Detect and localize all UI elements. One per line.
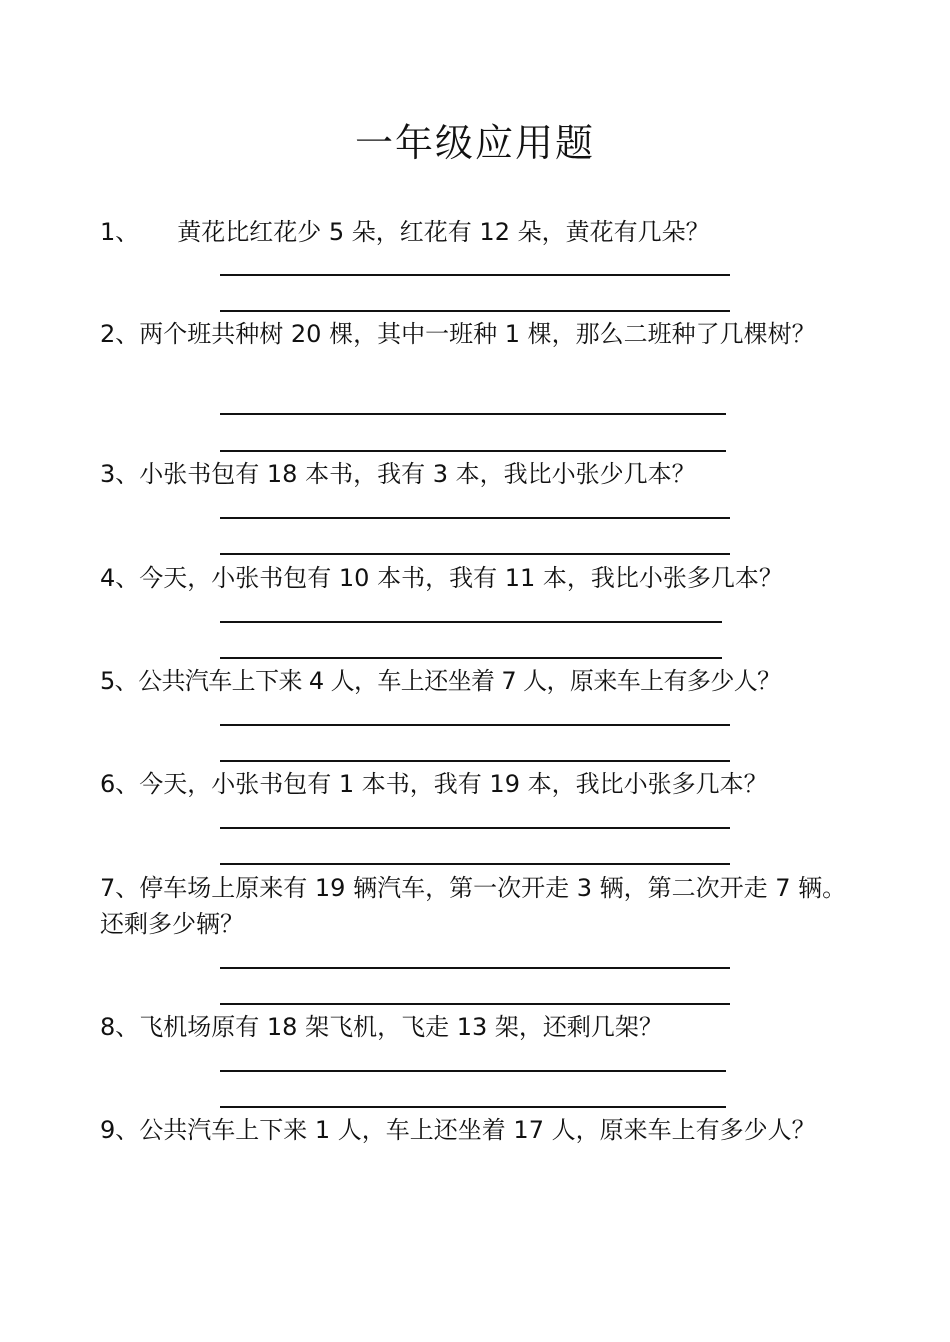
question-text: 黄花比红花少 5 朵，红花有 12 朵，黄花有几朵？: [177, 218, 710, 246]
answer-line[interactable]: [220, 863, 730, 865]
question-text: 今天，小张书包有 10 本书，我有 11 本，我比小张多几本？: [139, 564, 783, 592]
question-3: [100, 456, 855, 492]
question-text: 停车场上原来有 19 辆汽车，第一次开走 3 辆，第二次开走 7 辆。还剩多少辆？: [100, 874, 847, 938]
question-number: 3、: [100, 460, 140, 488]
answer-line[interactable]: [220, 621, 722, 623]
question-2: [100, 316, 855, 352]
question-number: 7、: [100, 874, 140, 902]
question-4: [100, 560, 855, 596]
question-text: 飞机场原有 18 架飞机，飞走 13 架，还剩几架？: [139, 1013, 663, 1041]
question-number: 5、: [100, 667, 139, 695]
question-number: 8、: [100, 1013, 140, 1041]
answer-line[interactable]: [220, 827, 730, 829]
answer-line[interactable]: [220, 553, 730, 555]
question-5: [100, 663, 855, 699]
question-1: [100, 214, 855, 250]
answer-line[interactable]: [220, 657, 722, 659]
question-number: 1、: [100, 218, 140, 246]
question-number: 6、: [100, 770, 140, 798]
question-text: 公共汽车上下来 4 人，车上还坐着 7 人，原来车上有多少人？: [138, 667, 781, 695]
page-title: 一年级应用题: [354, 121, 595, 165]
question-number: 9、: [100, 1116, 140, 1144]
question-8: [100, 1009, 855, 1045]
answer-line[interactable]: [220, 274, 730, 276]
answer-line[interactable]: [220, 1106, 726, 1108]
answer-line[interactable]: [220, 1070, 726, 1072]
question-text: 公共汽车上下来 1 人，车上还坐着 17 人，原来车上有多少人？: [139, 1116, 816, 1144]
question-6: [100, 766, 855, 802]
question-text: 今天，小张书包有 1 本书，我有 19 本，我比小张多几本？: [139, 770, 768, 798]
question-text: 小张书包有 18 本书，我有 3 本，我比小张少几本？: [139, 460, 696, 488]
question-number: 4、: [100, 564, 140, 592]
answer-line[interactable]: [220, 517, 730, 519]
answer-line[interactable]: [220, 450, 726, 452]
question-number: 2、: [100, 320, 140, 348]
answer-line[interactable]: [220, 413, 726, 415]
answer-line[interactable]: [220, 967, 730, 969]
question-text: 两个班共种树 20 棵，其中一班种 1 棵，那么二班种了几棵树？: [139, 320, 816, 348]
question-9: [100, 1112, 855, 1148]
answer-line[interactable]: [220, 724, 730, 726]
question-7: [100, 870, 855, 942]
answer-line[interactable]: [220, 1003, 730, 1005]
answer-line[interactable]: [220, 760, 730, 762]
answer-line[interactable]: [220, 310, 730, 312]
